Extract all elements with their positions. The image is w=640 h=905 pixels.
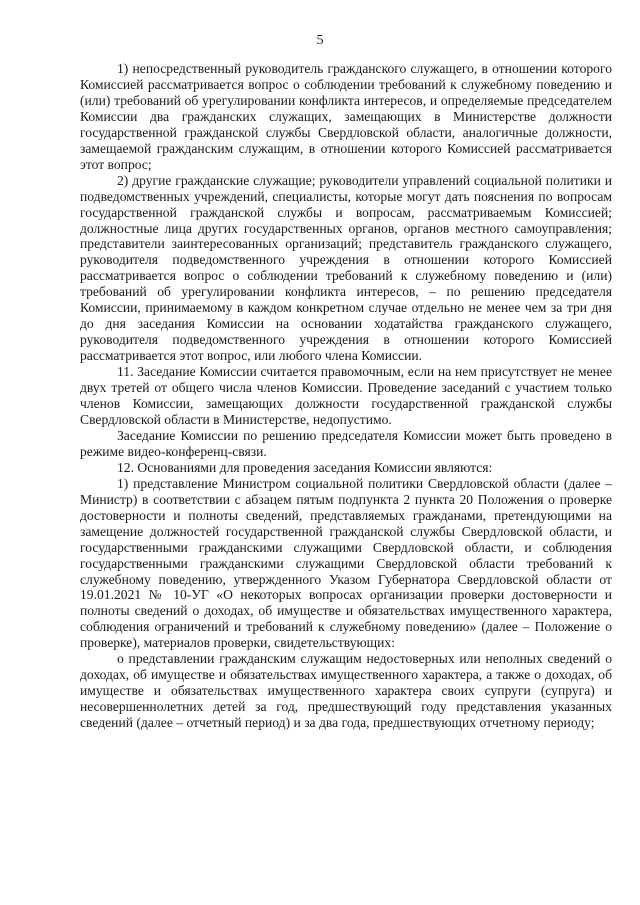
paragraph-clause-11: 11. Заседание Комиссии считается правомочным, если на нем присутствует не менее двух третей от общего числа членов Комиссии. Проведение заседаний с участием только членов Комиссии, замещающих должности государственной гражданской службы Свердловской области в Министерстве, недопустимо. <box>80 364 612 427</box>
document-body <box>80 61 612 731</box>
page-number: 5 <box>316 33 324 48</box>
paragraph-videoconference: Заседание Комиссии по решению председателя Комиссии может быть проведено в режиме видео-конференц-связи. <box>80 427 612 459</box>
paragraph-clause-12: 12. Основаниями для проведения заседания Комиссии являются: <box>117 459 493 475</box>
paragraph-item-1: 1) непосредственный руководитель гражданского служащего, в отношении которого Комиссией рассматривается вопрос о соблюдении требований к служебному поведению и (или) требований об урегулировании конфликта интересов, и определяемые председателем Комиссии два гражданских служащих, замещающих в Министерстве должности государственной гражданской службы Свердловской области, аналогичные должности, замещаемой гражданским служащим, в отношении которого Комиссией рассматривается этот вопрос; <box>80 61 612 172</box>
paragraph-clause-12-item-1: 1) представление Министром социальной политики Свердловской области (далее – Министр) в соответствии с абзацем пятым подпункта 2 пункта 20 Положения о проверке достоверности и полноты сведений, представляемых гражданами, претендующими на замещение должностей государственной гражданской службы Свердловской области, и государственными гражданскими служащими Свердловской области, и соблюдения государственными гражданскими служащими Свердловской области требований к служебному поведению, утвержденного Указом Губернатора Свердловской области от 19.01.2021 № 10-УГ «О некоторых вопросах организации проверки достоверности и полноты сведений о доходах, об имуществе и обязательствах имущественного характера, соблюдения ограничений и требований к служебному поведению» (далее – Положение о проверке), материалов проверки, свидетельствующих: <box>80 475 612 651</box>
paragraph-item-2: 2) другие гражданские служащие; руководители управлений социальной политики и подведомственных учреждений, специалисты, которые могут дать пояснения по вопросам государственной гражданской службы и вопросам, рассматриваемым Комиссией; должностные лица других государственных органов, органов местного самоуправления; представители заинтересованных организаций; представитель гражданского служащего, руководителя подведомственного учреждения в отношении которого Комиссией рассматривается вопрос о соблюдении требований к служебному поведению и (или) требований об урегулировании конфликта интересов, – по решению председателя Комиссии, принимаемому в каждом конкретном случае отдельно не менее чем за три дня до дня заседания Комиссии на основании ходатайства гражданского служащего, руководителя подведомственного учреждения в отношении которого Комиссией рассматривается этот вопрос, или любого члена Комиссии. <box>80 172 612 364</box>
paragraph-false-information: о представлении гражданским служащим недостоверных или неполных сведений о доходах, об имуществе и обязательствах имущественного характера, а также о доходах, об имуществе и обязательствах имущественного характера своих супруги (супруга) и несовершеннолетних детей за год, предшествующий году представления указанных сведений (далее – отчетный период) и за два года, предшествующих отчетному периоду; <box>80 651 612 731</box>
